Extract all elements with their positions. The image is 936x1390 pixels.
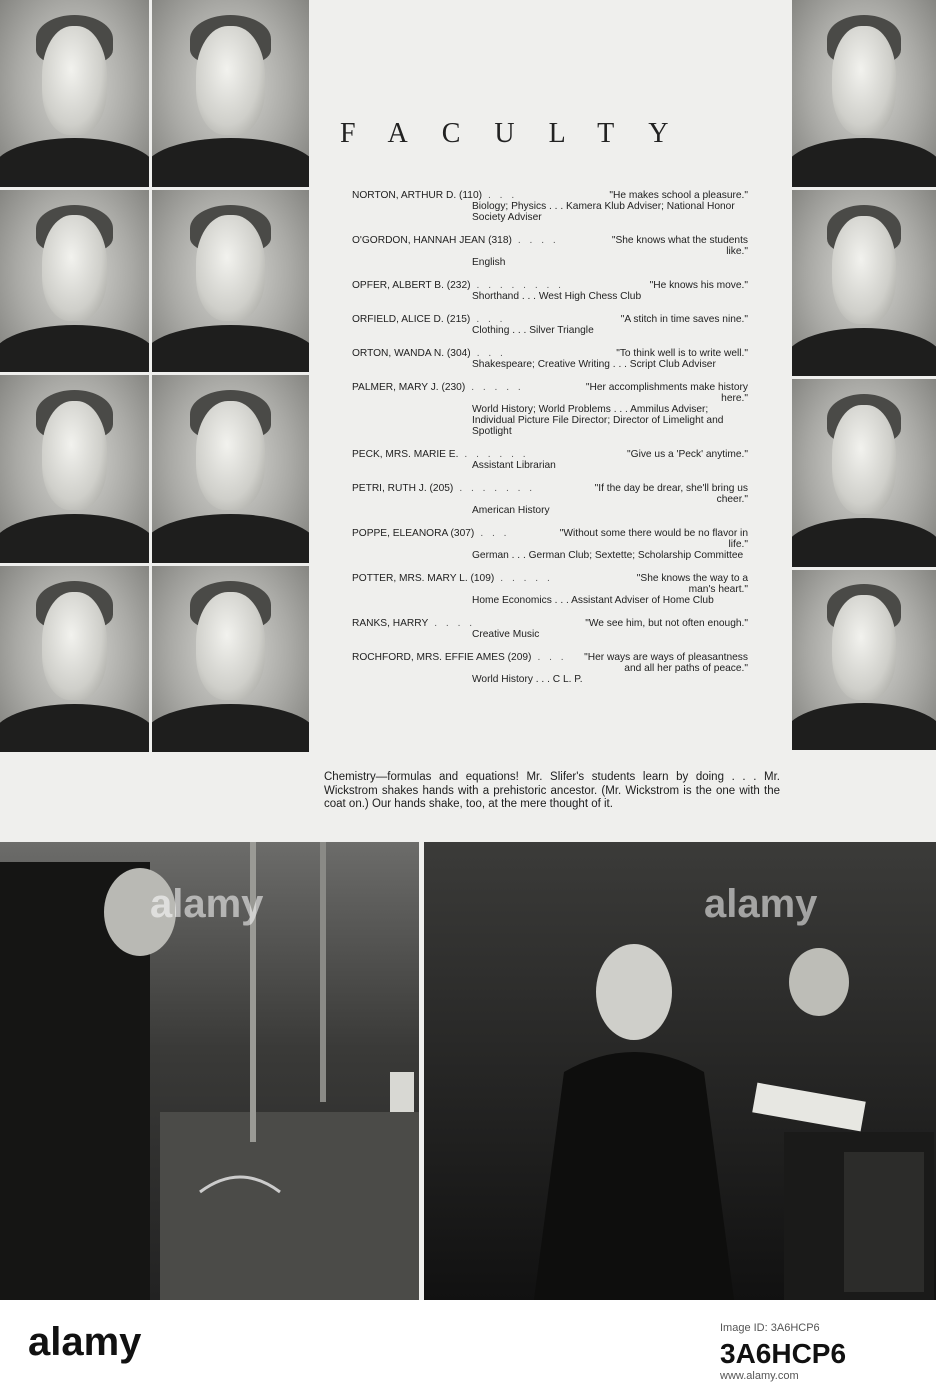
faculty-desc: Shorthand . . . West High Chess Club [472,291,642,302]
portrait-left-4a [0,566,149,752]
portrait-right-2 [792,190,936,376]
faculty-name: ROCHFORD, MRS. EFFIE AMES (209) [352,652,532,663]
footer-image-id: 3A6HCP6 [720,1338,847,1369]
footer-url: www.alamy.com [720,1370,799,1382]
faculty-name: POPPE, ELEANORA (307) [352,528,475,539]
faculty-desc: German . . . German Club; Sextette; Scholarship Committee [472,550,744,561]
alamy-logo: alamy [28,1320,142,1364]
faculty-quote: "Her accomplishments make history here." [585,382,748,404]
faculty-entry: O'GORDON, HANNAH JEAN (318) . . . . "She knows what the students like." English [352,235,748,268]
chemistry-lab-photo [0,842,419,1300]
faculty-entry: POPPE, ELEANORA (307) . . . "Without some there would be no flavor in life." German . . . German Club; Sextette; Scholarship Committee [352,528,748,561]
faculty-quote: "To think well is to write well." [616,348,748,359]
skeleton-scene-illustration [424,842,936,1300]
faculty-entry: ORFIELD, ALICE D. (215) . . . "A stitch in time saves nine." Clothing . . . Silver Triangle [352,314,748,336]
faculty-name: PETRI, RUTH J. (205) [352,483,454,494]
faculty-quote: "Without some there would be no flavor in life." [559,528,748,550]
faculty-name: PALMER, MARY J. (230) [352,382,466,393]
portrait-left-1b [152,0,309,187]
portrait-left-1a [0,0,149,187]
faculty-entry: NORTON, ARTHUR D. (110) . . . "He makes school a pleasure." Biology; Physics . . . Kamera Klub Adviser; National Honor Society Adviser [352,190,748,223]
faculty-list [352,190,748,697]
faculty-name: NORTON, ARTHUR D. (110) [352,190,483,201]
faculty-entry: ROCHFORD, MRS. EFFIE AMES (209) . . . "Her ways are ways of pleasantness and all her paths of peace." World History . . . C L. P. [352,652,748,685]
skeleton-photo [424,842,936,1300]
faculty-name: RANKS, HARRY [352,618,429,629]
portrait-right-4 [792,570,936,750]
faculty-quote: "A stitch in time saves nine." [620,314,748,325]
faculty-entry: RANKS, HARRY . . . . "We see him, but not often enough." Creative Music [352,618,748,640]
page-title: FACULTY [340,118,703,149]
portrait-left-3a [0,375,149,563]
faculty-desc: World History . . . C L. P. [472,674,583,685]
faculty-entry: PALMER, MARY J. (230) . . . . . "Her accomplishments make history here." World History; World Problems . . . Ammilus Adviser; Individual Picture File Director; Director of Limelight and Spotlight [352,382,748,437]
faculty-desc: Clothing . . . Silver Triangle [472,325,594,336]
portrait-left-4b [152,566,309,752]
faculty-entry: OPFER, ALBERT B. (232) . . . . . . . . "He knows his move." Shorthand . . . West High Chess Club [352,280,748,302]
faculty-entry: PETRI, RUTH J. (205) . . . . . . . "If the day be drear, she'll bring us cheer." American History [352,483,748,516]
stock-footer [0,1300,936,1390]
faculty-name: ORFIELD, ALICE D. (215) [352,314,471,325]
watermark-text: alamy [150,882,264,926]
portrait-left-2a [0,190,149,372]
portrait-left-3b [152,375,309,563]
faculty-quote: "She knows what the students like." [611,235,748,257]
watermark-text: alamy [704,882,818,926]
faculty-quote: "He knows his move." [649,280,748,291]
faculty-desc: English [472,257,506,268]
faculty-entry: POTTER, MRS. MARY L. (109) . . . . . "She knows the way to a man's heart." Home Economics . . . Assistant Adviser of Home Club [352,573,748,606]
faculty-desc: Creative Music [472,629,540,640]
faculty-quote: "If the day be drear, she'll bring us cheer." [594,483,748,505]
faculty-entry: PECK, MRS. MARIE E. . . . . . . "Give us a 'Peck' anytime." Assistant Librarian [352,449,748,471]
faculty-name: POTTER, MRS. MARY L. (109) [352,573,495,584]
faculty-name: ORTON, WANDA N. (304) [352,348,471,359]
faculty-quote: "He makes school a pleasure." [609,190,748,201]
faculty-quote: "We see him, but not often enough." [585,618,748,629]
faculty-desc: American History [472,505,550,516]
faculty-desc: Shakespeare; Creative Writing . . . Script Club Adviser [472,359,716,370]
portrait-right-3 [792,379,936,567]
faculty-quote: "Give us a 'Peck' anytime." [627,449,748,460]
footer-ref-line: Image ID: 3A6HCP6 [720,1322,820,1334]
faculty-desc: Home Economics . . . Assistant Adviser of Home Club [472,595,714,606]
faculty-name: PECK, MRS. MARIE E. [352,449,459,460]
faculty-desc: Biology; Physics . . . Kamera Klub Adviser; National Honor Society Adviser [472,201,735,223]
faculty-name: OPFER, ALBERT B. (232) [352,280,471,291]
faculty-quote: "She knows the way to a man's heart." [636,573,748,595]
faculty-quote: "Her ways are ways of pleasantness and all her paths of peace." [584,652,748,674]
faculty-name: O'GORDON, HANNAH JEAN (318) [352,235,512,246]
faculty-entry: ORTON, WANDA N. (304) . . . "To think well is to write well." Shakespeare; Creative Writing . . . Script Club Adviser [352,348,748,370]
faculty-desc: Assistant Librarian [472,460,556,471]
faculty-desc: World History; World Problems . . . Ammilus Adviser; Individual Picture File Director; Director of Limelight and Spotlight [472,404,724,437]
portrait-left-2b [152,190,309,372]
photo-caption: Chemistry—formulas and equations! Mr. Slifer's students learn by doing . . . Mr. Wickstrom shakes hands with a prehistoric ancestor. (Mr. Wickstrom is the one with the coat on.) Our hands shake, too, at the mere thought of it. [324,771,780,811]
portrait-right-1 [792,0,936,187]
